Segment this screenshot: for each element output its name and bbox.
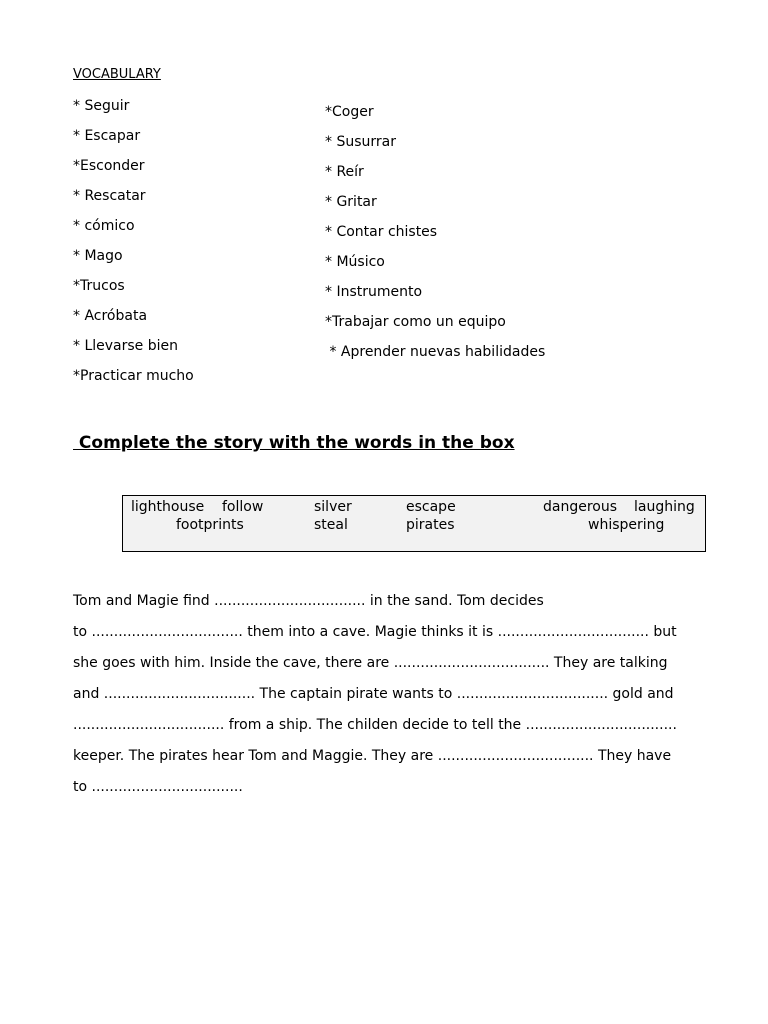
vocab-item: * Mago: [73, 248, 123, 264]
vocab-item: * Instrumento: [325, 284, 423, 300]
vocab-item: *Esconder: [73, 158, 145, 174]
story-line: and .................................. The captain pirate wants to .................................. gold and: [73, 686, 674, 702]
vocabulary-heading: VOCABULARY: [73, 67, 161, 82]
word-box-item: lighthouse: [131, 499, 205, 515]
vocab-item: * Aprender nuevas habilidades: [325, 344, 546, 360]
vocab-item: * Rescatar: [73, 188, 146, 204]
vocab-item: *Coger: [325, 104, 374, 120]
story-line: to ..................................: [73, 779, 243, 795]
story-line: .................................. from a ship. The childen decide to tell the ..................................: [73, 717, 677, 733]
story-line: Tom and Magie find .................................. in the sand. Tom decides: [73, 593, 544, 609]
word-box: [122, 495, 706, 552]
story-line: to .................................. them into a cave. Magie thinks it is .................................. but: [73, 624, 677, 640]
vocab-item: * Gritar: [325, 194, 377, 210]
vocab-item: * Acróbata: [73, 308, 148, 324]
story-line: keeper. The pirates hear Tom and Maggie. They are ................................... They have: [73, 748, 672, 764]
word-box-item: laughing: [634, 499, 695, 515]
vocab-item: *Trucos: [73, 278, 125, 294]
word-box-item: dangerous: [543, 499, 618, 515]
vocab-item: * Susurrar: [325, 134, 396, 150]
vocab-item: * Músico: [325, 254, 385, 270]
vocab-item: * Llevarse bien: [73, 338, 178, 354]
vocab-item: *Trabajar como un equipo: [325, 314, 506, 330]
word-box-item: steal: [314, 517, 348, 533]
vocab-item: *Practicar mucho: [73, 368, 194, 384]
story-line: she goes with him. Inside the cave, there are ................................... They are talking: [73, 655, 668, 671]
word-box-item: whispering: [588, 517, 665, 533]
vocab-item: * Seguir: [73, 98, 130, 114]
word-box-item: footprints: [176, 517, 244, 533]
vocab-item: * Reír: [325, 164, 364, 180]
word-box-item: pirates: [406, 517, 455, 533]
vocab-item: * Escapar: [73, 128, 141, 144]
word-box-item: follow: [222, 499, 264, 515]
exercise-title: Complete the story with the words in the box: [73, 433, 515, 453]
word-box-item: silver: [314, 499, 352, 515]
vocab-item: * cómico: [73, 218, 135, 234]
vocab-item: * Contar chistes: [325, 224, 438, 240]
word-box-item: escape: [406, 499, 456, 515]
